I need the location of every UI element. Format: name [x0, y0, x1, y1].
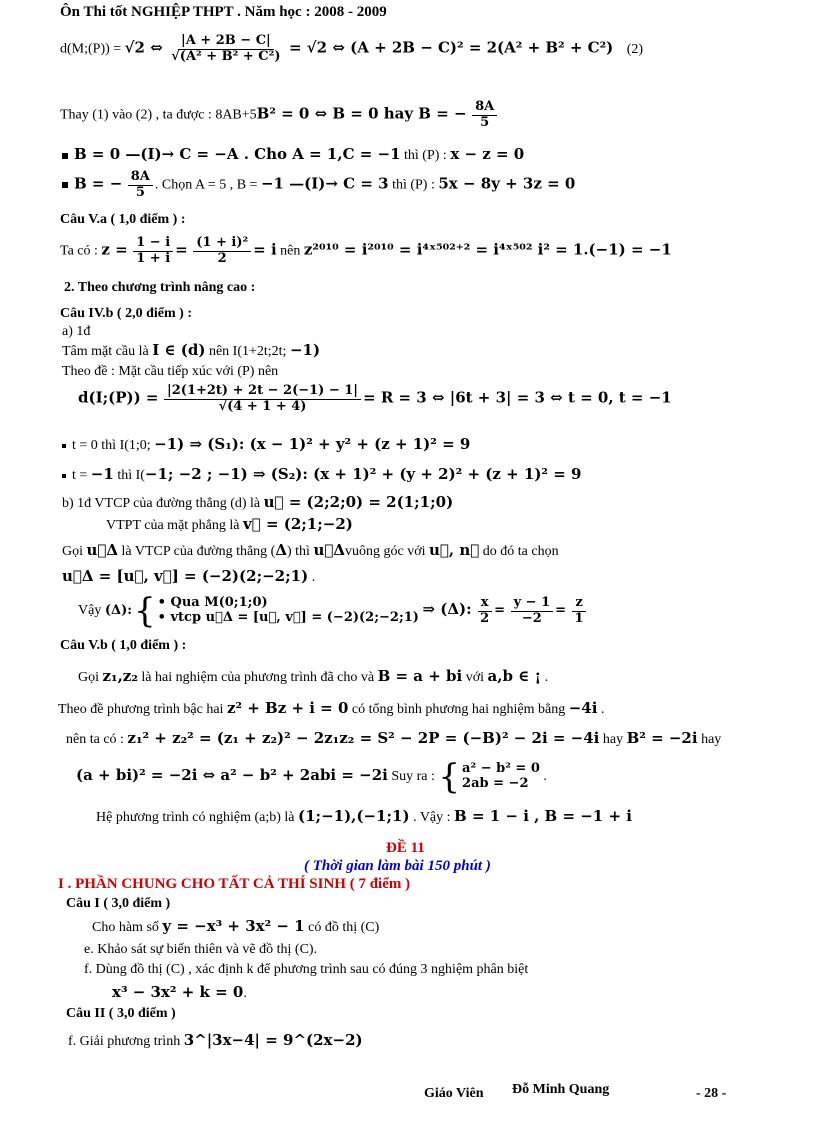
- question-1-title: Câu I ( 3,0 điểm ): [66, 896, 171, 911]
- exam-title: ĐỀ 11: [386, 840, 425, 856]
- page-number: - 28 -: [696, 1086, 727, 1101]
- line-tangent: Theo đề : Mặt cầu tiếp xúc với (P) nên: [62, 364, 279, 379]
- section-advanced: 2. Theo chương trình nâng cao :: [64, 280, 256, 295]
- fraction: $\frac{|A + 2B - C|}{\text{√(A² + B² + C²)}}$: [171, 33, 281, 64]
- line-delta-equation: Vậy (Δ): { • Qua M(0;1;0) • vtcp u⃗Δ = [u⃗, v⃗] = (−2)(2;−2;1) ⇒ (Δ): $\frac{x}{2}$ = $\frac{y - 1}{-2}$ = $\frac{z}{1}$: [78, 594, 589, 628]
- part-a-label: a) 1đ: [62, 324, 91, 339]
- bullet-icon: [62, 474, 66, 478]
- footer-teacher-label: Giáo Viên: [424, 1086, 484, 1101]
- question-2-title: Câu II ( 3,0 điểm ): [66, 1006, 176, 1021]
- case-b-fraction: B = − $\frac{8A}{5}$ . Chọn A = 5 , B = −1 —(I)→ C = 3 thì (P) : 5x − 8y + 3z = 0: [62, 170, 575, 201]
- question-1-function: Cho hàm số y = −x³ + 3x² − 1 có đồ thị (C): [92, 917, 380, 935]
- line-z-value: Ta có : z = $\frac{1 - i}{1 + i}$ = $\frac{\text{(1 + i)²}}{2}$ = i nên z²⁰¹⁰ = i²⁰¹⁰ = i⁴ˣ⁵⁰²⁺² = i⁴ˣ⁵⁰² i² = 1.(−1) = −1: [60, 235, 672, 266]
- exam-time: ( Thời gian làm bài 150 phút ): [304, 858, 491, 874]
- section-cau-vb: Câu V.b ( 1,0 điểm ) :: [60, 638, 187, 653]
- bullet-icon: [62, 153, 68, 159]
- case-t-minus-one: t = −1 thì I(−1; −2 ; −1) ⇒ (S₂): (x + 1)² + (y + 2)² + (z + 1)² = 9: [62, 466, 581, 484]
- line-center: Tâm mặt cầu là I ∈ (d) nên I(1+2t;2t; −1): [62, 341, 321, 359]
- part-b-vtcp: b) 1đ VTCP của đường thẳng (d) là u⃗ = (2;2;0) = 2(1;1;0): [62, 493, 454, 511]
- line-quadratic: Theo đề phương trình bậc hai z² + Bz + i = 0 có tổng bình phương hai nghiệm bằng −4i .: [58, 699, 605, 717]
- line-u-delta: Gọi u⃗Δ là VTCP của đường thẳng (Δ) thì u⃗Δvuông góc với u⃗, n⃗ do đó ta chọn: [62, 541, 559, 559]
- question-2-f: f. Giải phương trình 3^|3x−4| = 9^(2x−2): [68, 1031, 363, 1049]
- bullet-icon: [62, 182, 68, 188]
- part-b-vtpt: VTPT của mặt phẳng là v⃗ = (2;1;−2): [106, 515, 353, 533]
- question-1-f: f. Dùng đồ thị (C) , xác định k để phương trình sau có đúng 3 nghiệm phân biệt: [84, 962, 529, 977]
- line-sum-squares: nên ta có : z₁² + z₂² = (z₁ + z₂)² − 2z₁z₂ = S² − 2P = (−B)² − 2i = −4i hay B² = −2i hay: [66, 729, 722, 747]
- line-cross-product: u⃗Δ = [u⃗, v⃗] = (−2)(2;−2;1) .: [62, 567, 316, 585]
- question-1-equation: x³ − 3x² + k = 0.: [112, 983, 247, 1001]
- page-header: Ôn Thi tốt NGHIỆP THPT . Năm học : 2008 - 2009: [60, 4, 387, 20]
- section-cau-ivb: Câu IV.b ( 2,0 điểm ) :: [60, 306, 192, 321]
- line-system: (a + bi)² = −2i ⇔ a² − b² + 2abi = −2i Suy ra : { a² − b² = 0 2ab = −2 .: [76, 757, 547, 797]
- section-cau-va: Câu V.a ( 1,0 điểm ) :: [60, 212, 186, 227]
- equation-distance: d(M;(P)) = √2 ⇔ $\frac{|A + 2B - C|}{\text{√(A² + B² + C²)}}$ = √2 ⇔ (A + 2B − C)² = 2(A² + B² + C²) (2): [60, 33, 644, 64]
- line-solution: Hệ phương trình có nghiệm (a;b) là (1;−1),(−1;1) . Vậy : B = 1 − i , B = −1 + i: [96, 807, 632, 825]
- part-title: I . PHẦN CHUNG CHO TẤT CẢ THÍ SINH ( 7 điểm ): [58, 876, 411, 892]
- case-b-zero: B = 0 —(I)→ C = −A . Cho A = 1,C = −1 thì (P) : x − z = 0: [62, 146, 524, 164]
- line-roots: Gọi z₁,z₂ là hai nghiệm của phương trình đã cho và B = a + bi với a,b ∈ ¡ .: [78, 667, 549, 685]
- case-t-zero: t = 0 thì I(1;0; −1) ⇒ (S₁): (x − 1)² + y² + (z + 1)² = 9: [62, 436, 470, 454]
- question-1-e: e. Khảo sát sự biến thiên và vẽ đồ thị (C).: [84, 942, 318, 957]
- equation-distance-plane: d(I;(P)) = $\frac{|2(1+2t) + 2t - 2(-1) - 1|}{√(4 + 1 + 4)}$ = R = 3 ⇔ |6t + 3| = 3 ⇔ t = 0, t = −1: [78, 383, 672, 414]
- footer-teacher-name: Đỗ Minh Quang: [512, 1082, 610, 1097]
- bullet-icon: [62, 444, 66, 448]
- line-substitute: Thay (1) vào (2) , ta được : 8AB+5B² = 0 ⇔ B = 0 hay B = − $\frac{8A}{5}$: [60, 100, 499, 131]
